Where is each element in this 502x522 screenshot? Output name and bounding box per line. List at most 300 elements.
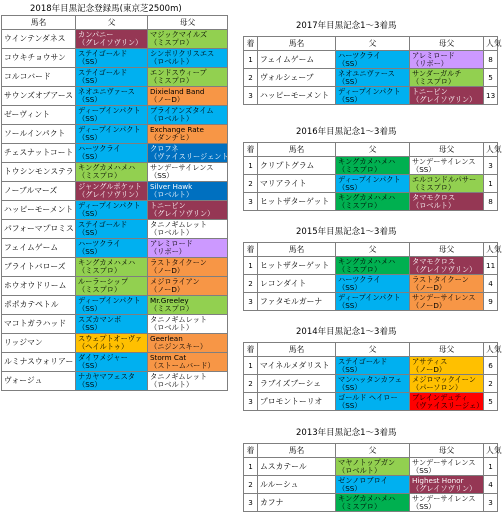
- horse-name-line: キングカメハメハ: [338, 156, 396, 166]
- horse-name-line: Silver Hawk: [150, 182, 193, 191]
- horse-name: ウインテンダネス: [2, 30, 76, 49]
- horse-name-line: タニノギムレット: [150, 372, 208, 381]
- lineage-line: （SS）: [338, 282, 362, 292]
- column-header: 人気: [484, 343, 498, 357]
- horse-name-line: タニノギムレット: [150, 315, 208, 324]
- horse-name-line: ディープインパクト: [78, 125, 141, 134]
- pedigree-cell: [76, 334, 148, 353]
- pedigree-cell: [76, 372, 148, 391]
- lineage-line: （SS）: [338, 58, 362, 68]
- pedigree-cell: [336, 51, 410, 69]
- table-row: [2, 201, 228, 220]
- horse-name-line: ステイゴールド: [338, 356, 388, 366]
- horse-name: ヒットザターゲット: [258, 257, 336, 275]
- pedigree-cell: [148, 315, 228, 334]
- result-table-title: 2016年目黒記念1～3着馬: [296, 127, 397, 137]
- pedigree-cell: [76, 239, 148, 258]
- lineage-line: （ニジンスキー）: [150, 342, 208, 351]
- lineage-line: （グレイソヴリン）: [78, 190, 143, 199]
- lineage-line: （ロベルト）: [150, 114, 194, 123]
- horse-name: ルミナスウォリアー: [2, 353, 76, 372]
- horse-name-line: Storm Cat: [150, 353, 187, 362]
- table-row: [244, 275, 498, 293]
- horse-name-line: サンデーサイレンス: [412, 457, 476, 467]
- pedigree-cell: [336, 275, 410, 293]
- horse-name: コルコバード: [2, 68, 76, 87]
- lineage-line: （グレイソヴリン）: [412, 483, 477, 493]
- horse-name: トウシンモンステラ: [2, 163, 76, 182]
- table-row: [2, 258, 228, 277]
- lineage-line: （グレイソヴリン）: [412, 94, 477, 104]
- column-header: 人気: [484, 37, 498, 51]
- horse-name: ゼーヴィント: [2, 106, 76, 125]
- table-row: [2, 106, 228, 125]
- pedigree-cell: [336, 476, 410, 494]
- column-header: 母父: [410, 343, 484, 357]
- column-header: 人気: [484, 444, 498, 458]
- horse-name-line: ディープインパクト: [338, 292, 401, 302]
- lineage-line: （SS）: [412, 465, 436, 475]
- table-row: [244, 69, 498, 87]
- table-row: [2, 315, 228, 334]
- lineage-line: （SS）: [78, 152, 102, 161]
- table-row: [244, 193, 498, 211]
- lineage-line: （ヘイルトゥ）: [78, 342, 129, 351]
- table-row: [244, 357, 498, 375]
- pedigree-cell: [76, 296, 148, 315]
- horse-name-line: ゼンノロブロイ: [338, 475, 388, 485]
- pedigree-cell: [148, 353, 228, 372]
- result-table: [243, 342, 502, 411]
- table-row: [2, 372, 228, 391]
- horse-name-line: タマモクロス: [412, 192, 456, 202]
- horse-name-line: Highest Honor: [412, 475, 464, 485]
- lineage-line: （ノーD）: [412, 364, 447, 374]
- finish-position: 3: [244, 393, 258, 411]
- table-row: [244, 458, 498, 476]
- lineage-line: （ロベルト）: [150, 323, 194, 332]
- horse-name-line: トニービン: [150, 201, 186, 210]
- finish-position: 1: [244, 51, 258, 69]
- horse-name: ファタモルガーナ: [258, 293, 336, 311]
- horse-name-line: ディープインパクト: [78, 201, 141, 210]
- horse-name: プロモントーリオ: [258, 393, 336, 411]
- horse-name: カフナ: [258, 494, 336, 512]
- lineage-line: （SS）: [78, 95, 102, 104]
- pedigree-cell: [410, 157, 484, 175]
- lineage-line: （リボー）: [412, 58, 448, 68]
- horse-name-line: キングカメハメハ: [338, 256, 396, 266]
- finish-position: 2: [244, 476, 258, 494]
- pedigree-cell: [148, 372, 228, 391]
- table-row: [244, 157, 498, 175]
- horse-name: ポポカテペトル: [2, 296, 76, 315]
- pedigree-cell: [148, 144, 236, 163]
- pedigree-cell: [148, 277, 228, 296]
- pedigree-cell: [76, 106, 148, 125]
- column-header: 着: [244, 143, 258, 157]
- pedigree-cell: [148, 125, 228, 144]
- horse-name-line: キングカメハメハ: [338, 493, 396, 503]
- table-row: [244, 257, 498, 275]
- popularity: 1: [484, 175, 498, 193]
- lineage-line: （SS）: [78, 133, 102, 142]
- lineage-line: （ミスプロ）: [150, 304, 194, 313]
- column-header: 母父: [148, 16, 228, 30]
- table-row: [244, 494, 498, 512]
- column-header: 着: [244, 343, 258, 357]
- horse-name: クリプトグラム: [258, 157, 336, 175]
- pedigree-cell: [336, 393, 410, 411]
- horse-name: パフォーマプロミス: [2, 220, 76, 239]
- table-row: [244, 51, 498, 69]
- pedigree-cell: [410, 69, 484, 87]
- pedigree-cell: [336, 69, 410, 87]
- table-row: [2, 49, 228, 68]
- pedigree-cell: [410, 275, 484, 293]
- popularity: 5: [484, 69, 498, 87]
- lineage-line: （SS）: [150, 171, 174, 180]
- result-table-title: 2014年目黒記念1～3着馬: [296, 327, 397, 337]
- pedigree-cell: [336, 193, 410, 211]
- lineage-line: （SS）: [338, 382, 362, 392]
- lineage-line: （グレイソヴリン）: [150, 209, 215, 218]
- horse-name: ルルーシュ: [258, 476, 336, 494]
- horse-name-line: ダイワメジャー: [78, 353, 128, 362]
- horse-name-line: スウェプトオーヴァ: [78, 334, 143, 343]
- finish-position: 1: [244, 157, 258, 175]
- table-row: [2, 144, 228, 163]
- table-row: [2, 182, 228, 201]
- header-row: [244, 243, 498, 257]
- column-header: 馬名: [258, 343, 336, 357]
- lineage-line: （ヴァイスリージェ）: [412, 400, 484, 410]
- lineage-line: （SS）: [338, 483, 362, 493]
- pedigree-cell: [410, 458, 484, 476]
- header-row: [2, 16, 228, 30]
- pedigree-cell: [410, 357, 484, 375]
- pedigree-cell: [410, 175, 484, 193]
- table-row: [2, 125, 228, 144]
- horse-name: フェイムゲーム: [258, 51, 336, 69]
- popularity: 13: [484, 87, 498, 105]
- lineage-line: （SS）: [412, 164, 436, 174]
- horse-name-line: メジロマックイーン: [412, 374, 476, 384]
- lineage-line: （ミスプロ）: [412, 182, 456, 192]
- pedigree-cell: [148, 220, 228, 239]
- result-table-title: 2013年目黒記念1～3着馬: [296, 428, 397, 438]
- horse-name-line: キングカメハメハ: [78, 163, 136, 172]
- column-header: 父: [76, 16, 148, 30]
- horse-name-line: ハーツクライ: [338, 274, 381, 284]
- pedigree-cell: [410, 476, 484, 494]
- lineage-line: （ノーD）: [412, 282, 447, 292]
- table-row: [244, 293, 498, 311]
- header-row: [244, 343, 498, 357]
- horse-name-line: Geerlean: [150, 334, 183, 343]
- horse-name-line: ルーラーシップ: [78, 277, 129, 286]
- lineage-line: （SS）: [78, 361, 102, 370]
- lineage-line: （ミスプロ）: [338, 264, 382, 274]
- popularity: 3: [484, 157, 498, 175]
- pedigree-cell: [336, 375, 410, 393]
- table-row: [2, 68, 228, 87]
- horse-name-line: サンダーガルチ: [412, 68, 462, 78]
- pedigree-cell: [76, 201, 148, 220]
- pedigree-cell: [410, 375, 484, 393]
- table-row: [244, 175, 498, 193]
- horse-name-line: ディープインパクト: [338, 174, 401, 184]
- column-header: 父: [336, 444, 410, 458]
- popularity: 2: [484, 375, 498, 393]
- horse-name-line: マジックマイルズ: [150, 30, 208, 39]
- finish-position: 2: [244, 69, 258, 87]
- pedigree-cell: [76, 353, 148, 372]
- table-row: [2, 239, 228, 258]
- pedigree-cell: [336, 293, 410, 311]
- pedigree-cell: [76, 87, 148, 106]
- finish-position: 1: [244, 257, 258, 275]
- lineage-line: （ダンチヒ）: [150, 133, 194, 142]
- lineage-line: （SS）: [78, 57, 102, 66]
- pedigree-cell: [336, 357, 410, 375]
- pedigree-cell: [148, 106, 228, 125]
- horse-name-line: サンデーサイレンス: [412, 292, 476, 302]
- horse-name: チェスナットコート: [2, 144, 76, 163]
- pedigree-cell: [76, 277, 148, 296]
- horse-name-line: ディープインパクト: [338, 86, 401, 96]
- pedigree-cell: [76, 258, 148, 277]
- horse-name-line: ステイゴールド: [78, 68, 128, 77]
- popularity: 4: [484, 476, 498, 494]
- horse-name-line: ブレインデュティ: [412, 392, 469, 402]
- horse-name-line: ラストタイクーン: [412, 274, 469, 284]
- column-header: 母父: [410, 143, 484, 157]
- horse-name-line: ジャングルポケット: [78, 182, 142, 191]
- finish-position: 2: [244, 175, 258, 193]
- finish-position: 1: [244, 458, 258, 476]
- horse-name: ノーブルマーズ: [2, 182, 76, 201]
- pedigree-cell: [76, 163, 148, 182]
- lineage-line: （ヴァイスリージェント）: [150, 152, 236, 161]
- pedigree-cell: [336, 87, 410, 105]
- horse-name: フェイムゲーム: [2, 239, 76, 258]
- lineage-line: （ロベルト）: [150, 380, 194, 389]
- lineage-line: （ミスプロ）: [412, 76, 456, 86]
- popularity: 1: [484, 458, 498, 476]
- horse-name-line: アレミロード: [412, 50, 455, 60]
- header-row: [244, 143, 498, 157]
- lineage-line: （SS）: [338, 94, 362, 104]
- pedigree-cell: [76, 182, 148, 201]
- horse-name: ヴォルシェーブ: [258, 69, 336, 87]
- horse-name-line: マンハッタンカフェ: [338, 374, 402, 384]
- horse-name-line: ナカヤマフェスタ: [78, 372, 135, 381]
- horse-name-line: ネオユニヴァース: [338, 68, 395, 78]
- horse-name: コウキチョウサン: [2, 49, 76, 68]
- horse-name: ハッピーモーメント: [258, 87, 336, 105]
- horse-name-line: アサティス: [412, 356, 448, 366]
- result-table: [243, 443, 502, 512]
- table-row: [2, 30, 228, 49]
- table-row: [2, 296, 228, 315]
- pedigree-cell: [336, 494, 410, 512]
- pedigree-cell: [148, 201, 228, 220]
- lineage-line: （ロベルト）: [412, 200, 456, 210]
- popularity: 3: [484, 494, 498, 512]
- horse-name-line: Mr.Greeley: [150, 296, 189, 305]
- pedigree-cell: [410, 494, 484, 512]
- pedigree-cell: [336, 458, 410, 476]
- lineage-line: （パーソロン）: [412, 382, 463, 392]
- lineage-line: （ロベルト）: [150, 228, 194, 237]
- horse-name: マイネルメダリスト: [258, 357, 336, 375]
- pedigree-cell: [410, 87, 484, 105]
- horse-name-line: ハーツクライ: [78, 144, 121, 153]
- horse-name: ハッピーモーメント: [2, 201, 76, 220]
- lineage-line: （ミスプロ）: [78, 266, 122, 275]
- lineage-line: （ミスプロ）: [78, 285, 122, 294]
- pedigree-cell: [410, 51, 484, 69]
- column-header: 父: [336, 37, 410, 51]
- horse-name: レコンダイト: [258, 275, 336, 293]
- horse-name: ホウオウドリーム: [2, 277, 76, 296]
- popularity: 5: [484, 393, 498, 411]
- lineage-line: （ミスプロ）: [150, 38, 194, 47]
- column-header: 父: [336, 343, 410, 357]
- lineage-line: （SS）: [78, 323, 102, 332]
- horse-name: ヒットザターゲット: [258, 193, 336, 211]
- pedigree-cell: [148, 239, 228, 258]
- lineage-line: （ノーD）: [150, 266, 185, 275]
- lineage-line: （ノーD）: [150, 95, 185, 104]
- lineage-line: （ロベルト）: [150, 190, 194, 199]
- lineage-line: （ロベルト）: [338, 465, 382, 475]
- pedigree-cell: [76, 220, 148, 239]
- horse-name-line: エルコンドルパサー: [412, 174, 477, 184]
- horse-name: マコトガラハッド: [2, 315, 76, 334]
- pedigree-cell: [336, 257, 410, 275]
- lineage-line: （SS）: [412, 501, 436, 511]
- popularity: 9: [484, 293, 498, 311]
- horse-name-line: メジロライアン: [150, 277, 200, 286]
- lineage-line: （SS）: [78, 247, 102, 256]
- horse-name-line: ステイゴールド: [78, 220, 128, 229]
- pedigree-cell: [76, 315, 148, 334]
- result-table: [243, 242, 502, 311]
- table-row: [244, 476, 498, 494]
- popularity: 6: [484, 357, 498, 375]
- lineage-line: （ノーD）: [150, 285, 185, 294]
- horse-name-line: ラストタイクーン: [150, 258, 207, 267]
- pedigree-cell: [148, 182, 228, 201]
- horse-name-line: エンドスウィープ: [150, 68, 207, 77]
- horse-name-line: トニービン: [412, 86, 448, 96]
- popularity: 8: [484, 193, 498, 211]
- finish-position: 2: [244, 375, 258, 393]
- lineage-line: （ミスプロ）: [338, 164, 382, 174]
- pedigree-cell: [148, 163, 228, 182]
- horse-name-line: ステイゴールド: [78, 49, 128, 58]
- lineage-line: （リボー）: [150, 247, 186, 256]
- horse-name-line: キングカメハメハ: [78, 258, 136, 267]
- column-header: 馬名: [258, 143, 336, 157]
- pedigree-cell: [148, 87, 228, 106]
- horse-name-line: ディープインパクト: [78, 296, 141, 305]
- header-row: [244, 37, 498, 51]
- pedigree-cell: [336, 157, 410, 175]
- lineage-line: （SS）: [338, 300, 362, 310]
- table-row: [2, 163, 228, 182]
- pedigree-cell: [410, 293, 484, 311]
- popularity: 8: [484, 51, 498, 69]
- horse-name-line: ブライアンズタイム: [150, 106, 214, 115]
- column-header: 着: [244, 243, 258, 257]
- table-row: [244, 87, 498, 105]
- column-header: 父: [336, 243, 410, 257]
- lineage-line: （SS）: [78, 228, 102, 237]
- horse-name-line: キングカメハメハ: [338, 192, 396, 202]
- table-row: [2, 87, 228, 106]
- lineage-line: （ミスプロ）: [78, 171, 122, 180]
- table-row: [2, 220, 228, 239]
- finish-position: 3: [244, 87, 258, 105]
- lineage-line: （ミスプロ）: [338, 200, 382, 210]
- pedigree-cell: [148, 296, 228, 315]
- horse-name-line: シンボリクリスエス: [150, 49, 215, 58]
- popularity: 4: [484, 275, 498, 293]
- lineage-line: （グレイソヴリン）: [78, 38, 143, 47]
- horse-name-line: サンデーサイレンス: [412, 493, 476, 503]
- lineage-line: （ミスプロ）: [150, 76, 194, 85]
- table-row: [244, 393, 498, 411]
- column-header: 着: [244, 444, 258, 458]
- pedigree-cell: [410, 257, 484, 275]
- registered-horses-table: [1, 15, 236, 391]
- result-table-title: 2017年目黒記念1～3着馬: [296, 21, 397, 31]
- pedigree-cell: [76, 125, 148, 144]
- lineage-line: （ノーD）: [412, 300, 447, 310]
- pedigree-cell: [76, 68, 148, 87]
- horse-name: リッジマン: [2, 334, 76, 353]
- horse-name: ムスカテール: [258, 458, 336, 476]
- column-header: 人気: [484, 243, 498, 257]
- pedigree-cell: [336, 175, 410, 193]
- header-row: [244, 444, 498, 458]
- lineage-line: （ミスプロ）: [338, 501, 382, 511]
- lineage-line: （ストームバード）: [150, 361, 215, 370]
- horse-name-line: Exchange Rate: [150, 125, 204, 134]
- horse-name-line: ディープインパクト: [78, 106, 141, 115]
- column-header: 母父: [410, 444, 484, 458]
- pedigree-cell: [148, 68, 228, 87]
- column-header: 父: [336, 143, 410, 157]
- horse-name-line: カンパニー: [78, 30, 114, 39]
- horse-name-line: タニノギムレット: [150, 220, 208, 229]
- lineage-line: （SS）: [338, 76, 362, 86]
- lineage-line: （SS）: [78, 304, 102, 313]
- horse-name-line: スズカマンボ: [78, 315, 122, 324]
- horse-name-line: マヤノトップガン: [338, 457, 396, 467]
- lineage-line: （SS）: [78, 380, 102, 389]
- column-header: 着: [244, 37, 258, 51]
- column-header: 馬名: [258, 243, 336, 257]
- horse-name: ヴォージュ: [2, 372, 76, 391]
- horse-name: ソールインパクト: [2, 125, 76, 144]
- finish-position: 2: [244, 275, 258, 293]
- horse-name-line: クロフネ: [150, 144, 179, 153]
- column-header: 母父: [410, 37, 484, 51]
